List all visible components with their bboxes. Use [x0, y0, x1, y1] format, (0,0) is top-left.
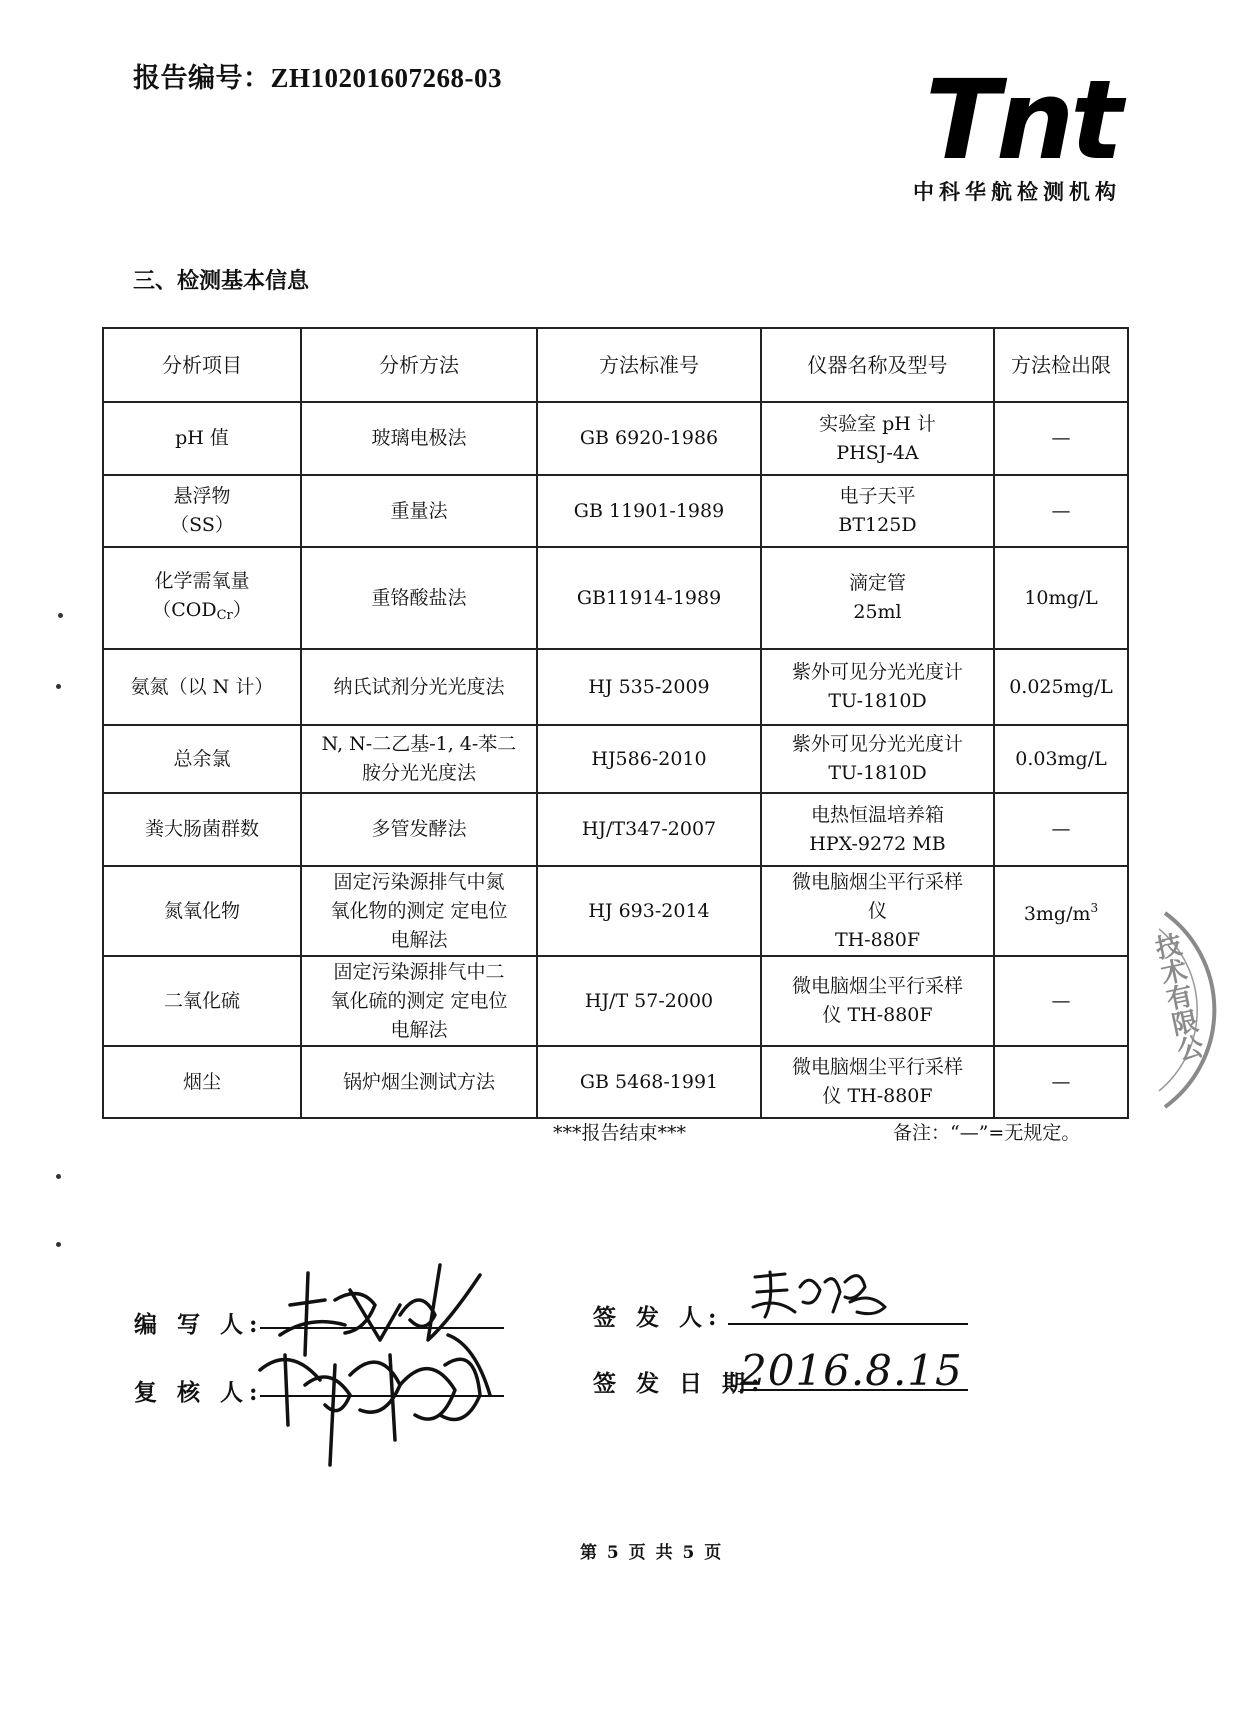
item-cell	[103, 649, 301, 725]
limit-cell: —	[994, 793, 1128, 866]
table-row	[103, 1046, 1128, 1118]
method-cell	[301, 793, 537, 866]
writer-label: 编 写 人:	[134, 1311, 264, 1338]
instrument-text: TU-1810D	[828, 762, 927, 784]
instrument-text: TU-1810D	[828, 690, 927, 712]
standard-cell: GB11914-1989	[537, 547, 761, 649]
method-text: 重量法	[390, 499, 448, 522]
item-text: 悬浮物	[173, 485, 231, 507]
item-text: ）	[232, 598, 252, 621]
instrument-cell	[761, 793, 994, 866]
header-cell: 分析方法	[301, 328, 537, 402]
table-row	[103, 402, 1128, 475]
method-text: 玻璃电极法	[371, 427, 467, 449]
limit-cell: 0.025mg/L	[994, 649, 1128, 725]
method-cell	[301, 866, 537, 956]
method-cell	[301, 475, 537, 547]
standard-cell: HJ/T347-2007	[537, 793, 761, 866]
instrument-text: 仪 TH-880F	[822, 1085, 933, 1107]
header-cell: 方法检出限	[994, 328, 1128, 402]
report-number	[133, 56, 502, 95]
header-cell: 方法标准号	[537, 328, 761, 402]
method-text: 电解法	[390, 1018, 448, 1041]
item-text: 烟尘	[182, 1070, 221, 1093]
method-text: 固定污染源排气中二	[333, 960, 505, 983]
limit-cell: 0.03mg/L	[994, 725, 1128, 793]
method-text: 电解法	[390, 928, 448, 951]
standard-cell: HJ586-2010	[537, 725, 761, 793]
logo-wordmark: Tnt	[925, 56, 1119, 184]
issue-date-value: 2016.8.15	[740, 1346, 963, 1395]
instrument-text: 紫外可见分光光度计	[791, 661, 963, 683]
method-text: 氧化物的测定 定电位	[330, 899, 508, 922]
instrument-text: 微电脑烟尘平行采样	[791, 975, 963, 997]
table-row	[103, 725, 1128, 793]
instrument-text: 电子天平	[839, 485, 916, 507]
item-subscript: Cr	[216, 607, 233, 623]
item-text: （COD	[152, 598, 217, 621]
item-text: （SS）	[170, 514, 234, 536]
limit-cell: —	[994, 956, 1128, 1046]
instrument-text: 微电脑烟尘平行采样	[791, 1056, 963, 1078]
header-cell: 分析项目	[103, 328, 301, 402]
table-row	[103, 956, 1128, 1046]
method-cell	[301, 1046, 537, 1118]
footnote: 备注：“—”=无规定。	[893, 1122, 1081, 1144]
instrument-cell	[761, 866, 994, 956]
item-cell	[103, 793, 301, 866]
instrument-text: 微电脑烟尘平行采样	[791, 870, 963, 893]
testing-info-table	[102, 327, 1129, 1119]
instrument-cell	[761, 725, 994, 793]
issue-date-label: 签 发 日 期:	[593, 1370, 766, 1397]
instrument-cell	[761, 649, 994, 725]
seal-text: 技术有限公	[1148, 930, 1206, 1064]
item-cell	[103, 547, 301, 649]
item-text: 二氧化硫	[163, 989, 240, 1012]
reviewer-label: 复 核 人:	[134, 1379, 264, 1406]
method-cell	[301, 547, 537, 649]
limit-cell	[994, 866, 1128, 956]
method-cell	[301, 402, 537, 475]
method-text: 固定污染源排气中氮	[333, 870, 505, 893]
instrument-text: PHSJ-4A	[836, 441, 919, 464]
header-cell: 仪器名称及型号	[761, 328, 994, 402]
instrument-cell	[761, 402, 994, 475]
instrument-cell	[761, 475, 994, 547]
logo-subtitle: 中科华航检测机构	[913, 180, 1121, 204]
item-cell	[103, 725, 301, 793]
report-number-value: ZH10201607268-03	[270, 63, 503, 93]
item-cell	[103, 866, 301, 956]
item-text: 氨氮（以 N 计）	[130, 675, 274, 698]
method-text: 重铬酸盐法	[371, 586, 467, 609]
instrument-text: TH-880F	[834, 928, 921, 951]
standard-cell: HJ 693-2014	[537, 866, 761, 956]
item-cell	[103, 1046, 301, 1118]
item-text: 粪大肠菌群数	[144, 818, 259, 840]
standard-cell: GB 11901-1989	[537, 475, 761, 547]
section-title: 三、检测基本信息	[133, 268, 310, 294]
instrument-text: 仪	[867, 899, 887, 922]
instrument-text: HPX-9272 MB	[809, 832, 946, 855]
method-cell	[301, 649, 537, 725]
instrument-text: 实验室 pH 计	[819, 412, 936, 435]
table-row	[103, 475, 1128, 547]
method-text: 锅炉烟尘测试方法	[342, 1070, 495, 1093]
instrument-text: 紫外可见分光光度计	[791, 733, 963, 755]
issuer-label: 签 发 人:	[593, 1304, 723, 1331]
method-text: N, N-二乙基-1, 4-苯二	[321, 733, 517, 755]
instrument-text: 仪 TH-880F	[822, 1004, 933, 1026]
company-seal	[1145, 905, 1240, 1119]
instrument-text: 滴定管	[848, 572, 906, 594]
standard-cell: HJ/T 57-2000	[537, 956, 761, 1046]
instrument-text: 电热恒温培养箱	[810, 803, 944, 826]
scan-speck	[58, 613, 63, 618]
issuer-signature	[745, 1262, 915, 1332]
method-text: 多管发酵法	[371, 818, 467, 840]
method-text: 胺分光光度法	[361, 762, 476, 784]
instrument-text: BT125D	[838, 514, 917, 536]
method-cell	[301, 725, 537, 793]
table-row	[103, 866, 1128, 956]
instrument-text: 25ml	[853, 601, 902, 623]
item-text: 总余氯	[173, 747, 231, 770]
standard-cell: GB 5468-1991	[537, 1046, 761, 1118]
standard-cell: GB 6920-1986	[537, 402, 761, 475]
table-row	[103, 793, 1128, 866]
instrument-cell	[761, 956, 994, 1046]
limit-cell: —	[994, 1046, 1128, 1118]
table-row	[103, 649, 1128, 725]
page-number: 第 5 页 共 5 页	[580, 1543, 724, 1563]
limit-cell: —	[994, 402, 1128, 475]
method-text: 纳氏试剂分光光度法	[333, 675, 505, 698]
instrument-cell	[761, 547, 994, 649]
item-cell	[103, 475, 301, 547]
table-row	[103, 547, 1128, 649]
item-text: pH 值	[175, 427, 229, 449]
scan-speck	[56, 1174, 61, 1179]
table-header-row	[103, 328, 1128, 402]
method-text: 氧化硫的测定 定电位	[330, 989, 508, 1012]
item-text: 化学需氧量	[154, 569, 250, 592]
scan-speck	[56, 684, 61, 689]
limit-text: 3mg/m	[1023, 902, 1091, 925]
limit-cell: —	[994, 475, 1128, 547]
instrument-cell	[761, 1046, 994, 1118]
scan-speck	[56, 1242, 61, 1247]
writer-reviewer-signature	[250, 1245, 520, 1455]
report-end-marker: ***报告结束***	[553, 1122, 687, 1144]
item-cell	[103, 402, 301, 475]
limit-cell: 10mg/L	[994, 547, 1128, 649]
method-cell	[301, 956, 537, 1046]
limit-superscript: 3	[1090, 900, 1099, 915]
item-text: 氮氧化物	[163, 899, 240, 922]
item-cell	[103, 956, 301, 1046]
report-number-label: 报告编号：	[133, 63, 271, 94]
standard-cell: HJ 535-2009	[537, 649, 761, 725]
